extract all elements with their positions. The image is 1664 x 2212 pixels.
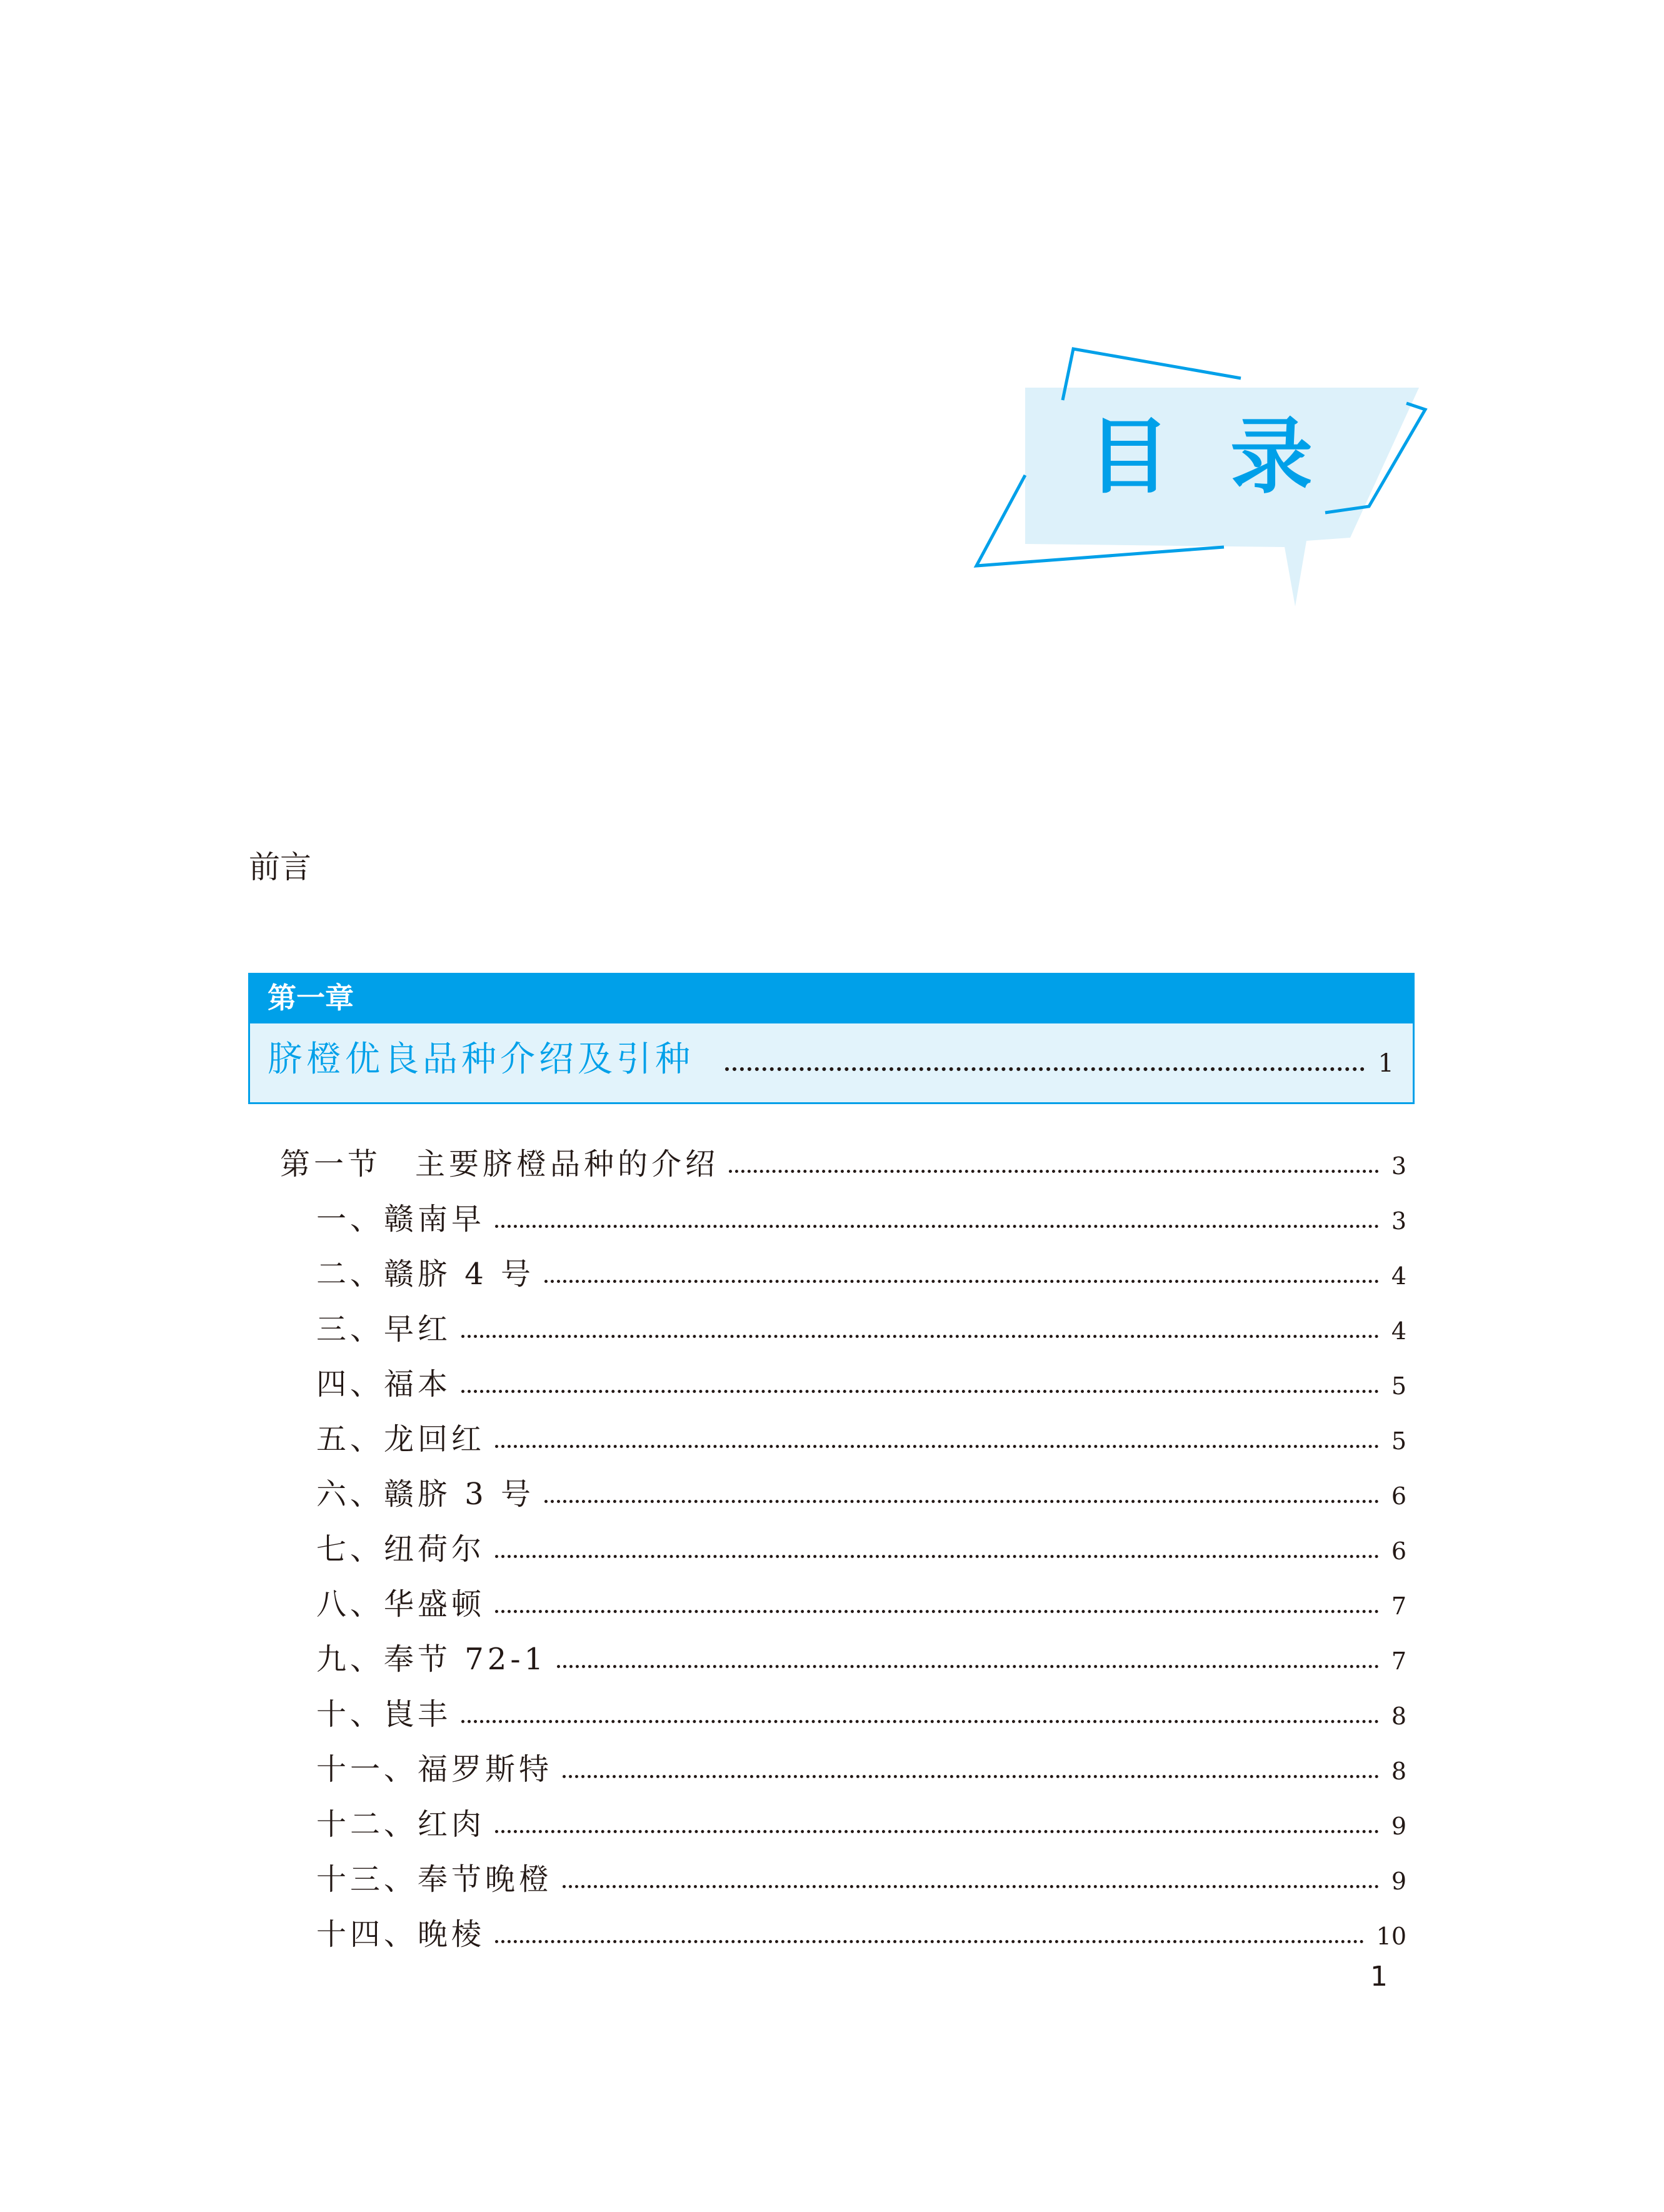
toc-item-label: 五、龙回红 (316, 1422, 486, 1457)
toc-item-label: 八、华盛顿 (316, 1587, 486, 1622)
toc-item-label: 七、纽荷尔 (316, 1532, 486, 1567)
chapter-header-band (250, 975, 1413, 1023)
toc-item-row (316, 1527, 1406, 1567)
chapter-title: 脐橙优良品种介绍及引种 (268, 1039, 694, 1080)
toc-page-number: 4 (1391, 1262, 1406, 1290)
dot-leader (461, 1335, 1379, 1338)
toc-page-number: 7 (1391, 1647, 1406, 1675)
dot-leader (729, 1170, 1379, 1173)
toc-item-label: 六、赣脐 3 号 (316, 1477, 535, 1512)
dot-leader (544, 1280, 1379, 1283)
toc-item-row (316, 1802, 1406, 1842)
toc-item-row (316, 1747, 1406, 1787)
toc-item-label: 三、早红 (316, 1312, 452, 1347)
toc-item-label: 二、赣脐 4 号 (316, 1257, 535, 1292)
dot-leader (563, 1775, 1379, 1778)
toc-item-row (316, 1692, 1406, 1732)
page-title: 目录 (1088, 409, 1373, 505)
toc-item-row (316, 1417, 1406, 1457)
toc-item-label: 十四、晚棱 (316, 1917, 486, 1952)
toc-section-label: 第一节 主要脐橙品种的介绍 (280, 1147, 719, 1182)
toc-page-number: 4 (1391, 1317, 1406, 1345)
dot-leader (495, 1940, 1364, 1943)
toc-page-number: 6 (1391, 1482, 1406, 1510)
dot-leader (544, 1500, 1379, 1503)
toc-item-label: 十、崀丰 (316, 1697, 452, 1732)
toc-page-number: 8 (1391, 1757, 1406, 1785)
dot-leader (461, 1720, 1379, 1723)
toc-item-row (316, 1857, 1406, 1897)
toc-page-number: 10 (1376, 1923, 1406, 1950)
toc-item-row (316, 1362, 1406, 1402)
dot-leader (557, 1665, 1379, 1668)
toc-page-number: 3 (1391, 1207, 1406, 1235)
chapter-box (248, 973, 1415, 1104)
dot-leader (461, 1390, 1379, 1393)
toc-item-label: 九、奉节 72-1 (316, 1642, 548, 1677)
toc-item-row (316, 1252, 1406, 1292)
chapter-page-number: 1 (1378, 1049, 1394, 1078)
toc-item-row (316, 1912, 1406, 1952)
toc-item-label: 十一、福罗斯特 (316, 1752, 553, 1787)
toc-item-row (316, 1637, 1406, 1677)
toc-item-row (316, 1197, 1406, 1237)
preface-entry: 前言 (249, 849, 311, 885)
toc-item-label: 十二、红肉 (316, 1807, 486, 1842)
chapter-number-label: 第一章 (268, 981, 354, 1015)
dot-leader (495, 1610, 1379, 1613)
toc-page-number: 3 (1391, 1152, 1406, 1180)
dot-leader (563, 1885, 1379, 1888)
toc-item-label: 十三、奉节晚橙 (316, 1862, 553, 1897)
dot-leader (495, 1445, 1379, 1448)
dot-leader (725, 1067, 1365, 1071)
toc-page-number: 9 (1391, 1868, 1406, 1895)
footer-page-number: 1 (1370, 1961, 1388, 1993)
chapter-title-row (268, 1039, 1394, 1080)
dot-leader (495, 1225, 1379, 1228)
toc-page-number: 9 (1391, 1812, 1406, 1840)
toc-page-number: 7 (1391, 1592, 1406, 1620)
toc-page-number: 8 (1391, 1702, 1406, 1730)
toc-item-label: 四、福本 (316, 1367, 452, 1402)
toc-page-number: 5 (1391, 1372, 1406, 1400)
toc-page-number: 6 (1391, 1537, 1406, 1565)
dot-leader (495, 1830, 1379, 1833)
toc-section-row (280, 1142, 1406, 1182)
toc-item-label: 一、赣南早 (316, 1202, 486, 1237)
dot-leader (495, 1555, 1379, 1558)
toc-item-row (316, 1582, 1406, 1622)
toc-item-row (316, 1307, 1406, 1347)
toc-page-number: 5 (1391, 1427, 1406, 1455)
toc-item-row (316, 1472, 1406, 1512)
